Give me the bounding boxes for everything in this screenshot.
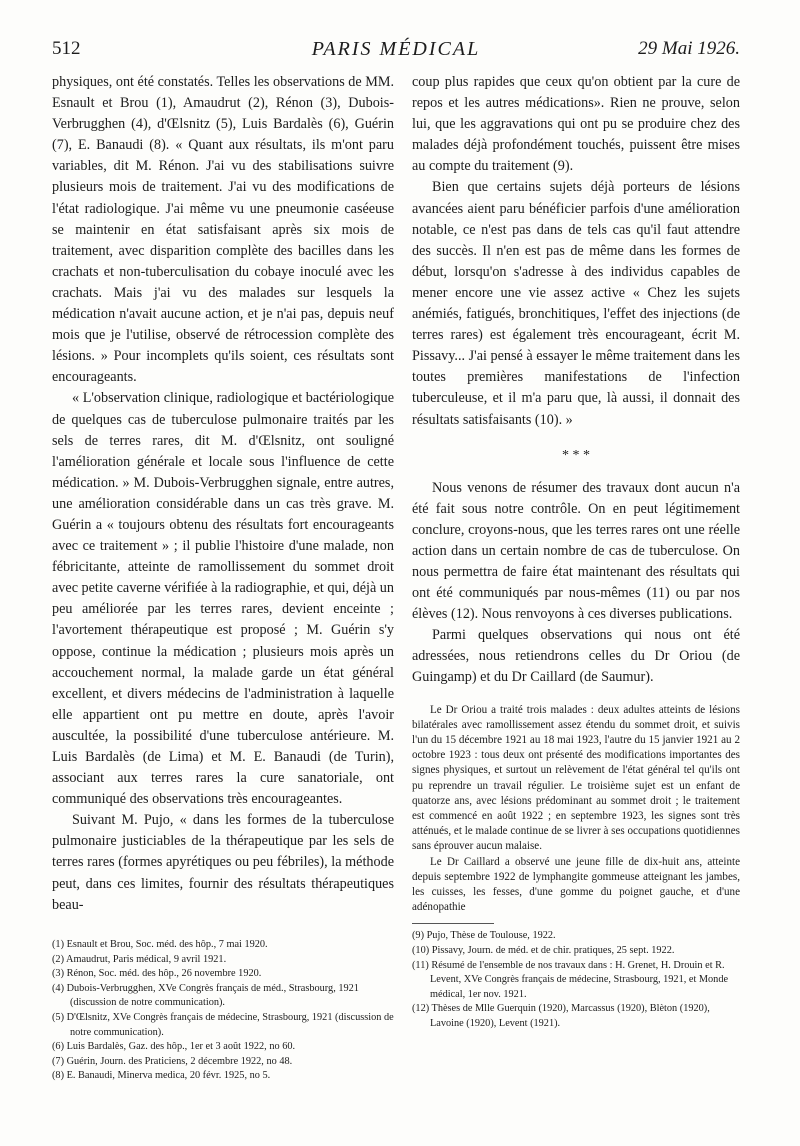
paragraph: Suivant M. Pujo, « dans les formes de la tuberculose pulmonaire justiciables de la thérapeutique par les sels de terres rares (formes apyrétiques ou peu fébriles), la méthode peut, dans ces limites, fournir des résultats thérapeutiques beau-: [52, 812, 394, 913]
footnote: (10) Pissavy, Journ. de méd. et de chir. pratiques, 25 sept. 1922.: [412, 944, 675, 956]
footnote: (3) Rénon, Soc. méd. des hôp., 26 novembre 1920.: [52, 968, 262, 980]
footnote: (11) Résumé de l'ensemble de nos travaux dans : H. Grenet, H. Drouin et R. Levent, XVe Congrès français de médecine, Strasbourg, 1921, et Monde médical, 1er nov. 1921.: [412, 959, 729, 1000]
footnote: (8) E. Banaudi, Minerva medica, 20 févr. 1925, no 5.: [52, 1070, 271, 1082]
page-number: 512: [52, 38, 81, 59]
small-print-paragraph: Le Dr Oriou a traité trois malades : deux adultes atteints de lésions bilatérales avec ramollissement assez étendu du sommet droit, et suivis l'un du 15 décembre 1921 au 18 mai 1923, l'autre du 15 janvier 1921 au 2 octobre 1923 : tous deux ont présenté des modifications importantes des signes physiques, et surtout un relèvement de l'état général tel qu'ils ont pu reprendre un travail régulier. Le troisième sujet est un enfant de quatorze ans, avec lésions prédominant au sommet droit ; le traitement est commencé en août 1922 ; en septembre 1923, les signes sont très atténués, et le malade continue de se livrer à ses occupations quotidiennes sans éprouver aucun malaise.: [412, 703, 740, 853]
footnote: (7) Guérin, Journ. des Praticiens, 2 décembre 1922, no 48.: [52, 1055, 293, 1067]
footnote: (6) Luis Bardalès, Gaz. des hôp., 1er et 3 août 1922, no 60.: [52, 1041, 296, 1053]
footnote: (9) Pujo, Thèse de Toulouse, 1922.: [412, 930, 556, 942]
right-column: [412, 72, 740, 1032]
left-column: [52, 72, 394, 916]
paragraph: Nous venons de résumer des travaux dont aucun n'a été fait sous notre contrôle. On en peut légitimement conclure, croyons-nous, que les terres rares ont une réelle action dans un certain nombre de cas de tuberculose. On nous permettra de faire état maintenant des résultats qui ont été communiqués par nous-mêmes (11) ou par nos élèves (12). Nous renvoyons à ces diverses publications.: [412, 479, 740, 623]
footnote-rule: [412, 923, 494, 924]
page-header: [52, 38, 740, 66]
paragraph: Bien que certains sujets déjà porteurs de lésions avancées aient paru bénéficier parfois d'une amélioration notable, ce n'est pas dans de tels cas qu'il faut attendre des succès. Il n'en est pas de même dans les formes de début, lorsqu'on s'adresse à des individus capables de mener encore une vie assez active « Chez les sujets anémiés, fatigués, bronchitiques, l'effet des injections (de terres rares) est également très encourageant, écrit M. Pissavy... J'ai pensé à essayer le même traitement dans les toutes premières manifestations de l'infection tuberculeuse, et il m'a paru que, là aussi, il donnait des résultats satisfaisants (10). »: [412, 179, 740, 428]
section-separator: * * *: [562, 447, 590, 463]
footnote: (1) Esnault et Brou, Soc. méd. des hôp., 7 mai 1920.: [52, 939, 268, 950]
journal-title: PARIS MÉDICAL: [311, 38, 481, 60]
issue-date: 29 Mai 1926.: [638, 38, 740, 59]
left-footnotes: [52, 938, 394, 1084]
footnote: (2) Amaudrut, Paris médical, 9 avril 1921.: [52, 953, 227, 965]
small-print-paragraph: Le Dr Caillard a observé une jeune fille de dix-huit ans, atteinte depuis septembre 1922 de lymphangite gommeuse atteignant les jambes, les cuisses, les fesses, d'une gomme du poignet gauche, et d'une adénopathie: [412, 855, 740, 914]
paragraph: physiques, ont été constatés. Telles les observations de MM. Esnault et Brou (1), Amaudrut (2), Rénon (3), Dubois-Verbrugghen (4), d'Œlsnitz (5), Luis Bardalès (6), Guérin (7), E. Banaudi (8). « Quant aux résultats, ils m'ont paru variables, dit M. Rénon. J'ai vu des stabilisations suivre plusieurs mois de traitement. J'ai vu des modifications de l'état radiologique. J'ai même vu une pneumonie caséeuse se maintenir en état satisfaisant après six mois de traitement, avec disparition complète des bacilles dans les crachats et non-tuberculisation du cobaye inoculé avec les crachats. Mais j'ai vu des malades sur lesquels la médication n'avait aucune action, et je n'ai pas, depuis neuf mois que je l'utilise, observé de rétrocession complète des lésions. » Pour incomplets qu'ils soient, ces résultats sont encourageants.: [52, 74, 394, 386]
footnote: (4) Dubois-Verbrugghen, XVe Congrès français de méd., Strasbourg, 1921 (discussion de notre communication).: [52, 982, 359, 1009]
paragraph: coup plus rapides que ceux qu'on obtient par la cure de repos et les autres médications». Rien ne prouve, selon lui, que les aggravations qui ont pu se produire chez des malades déjà profondément touchés, puissent être mises au compte du traitement (9).: [412, 74, 740, 175]
paragraph: Parmi quelques observations qui nous ont été adressées, nous retiendrons celles du Dr Oriou (de Guingamp) et du Dr Caillard (de Saumur).: [412, 627, 740, 686]
footnote: (5) D'Œlsnitz, XVe Congrès français de médecine, Strasbourg, 1921 (discussion de notre communication).: [52, 1011, 394, 1038]
paragraph: « L'observation clinique, radiologique et bactériologique de quelques cas de tuberculose pulmonaire traités par les sels de terres rares, dit M. d'Œlsnitz, ont souligné l'amélioration générale et locale sous l'influence de cette médication. » M. Dubois-Verbrugghen signale, entre autres, une amélioration considérable dans un cas très grave. M. Guérin a « toujours obtenu des résultats fort encourageants avec ce traitement » ; il publie l'histoire d'une malade, non fébricitante, atteinte de ramollissement du sommet droit avec petite caverne vérifiée à la radiographie, et qui, déjà un peu améliorée par les terres rares, devient enceinte ; l'avortement thérapeutique est proposé ; M. Guérin s'y oppose, continue la médication ; plusieurs mois après un accouchement normal, la malade garde un état général excellent, et divers médecins de l'administration à laquelle elle appartient ont pu mettre en doute, après l'avoir auscultée, la possibilité d'une tuberculose antérieure. M. Luis Bardalès (de Lima) et M. E. Banaudi (de Turin), associant aux terres rares la cure sanatoriale, ont communiqué des observations très encourageantes.: [52, 390, 394, 808]
footnote: (12) Thèses de Mlle Guerquin (1920), Marcassus (1920), Blèton (1920), Lavoine (1920), Levent (1921).: [412, 1003, 710, 1029]
